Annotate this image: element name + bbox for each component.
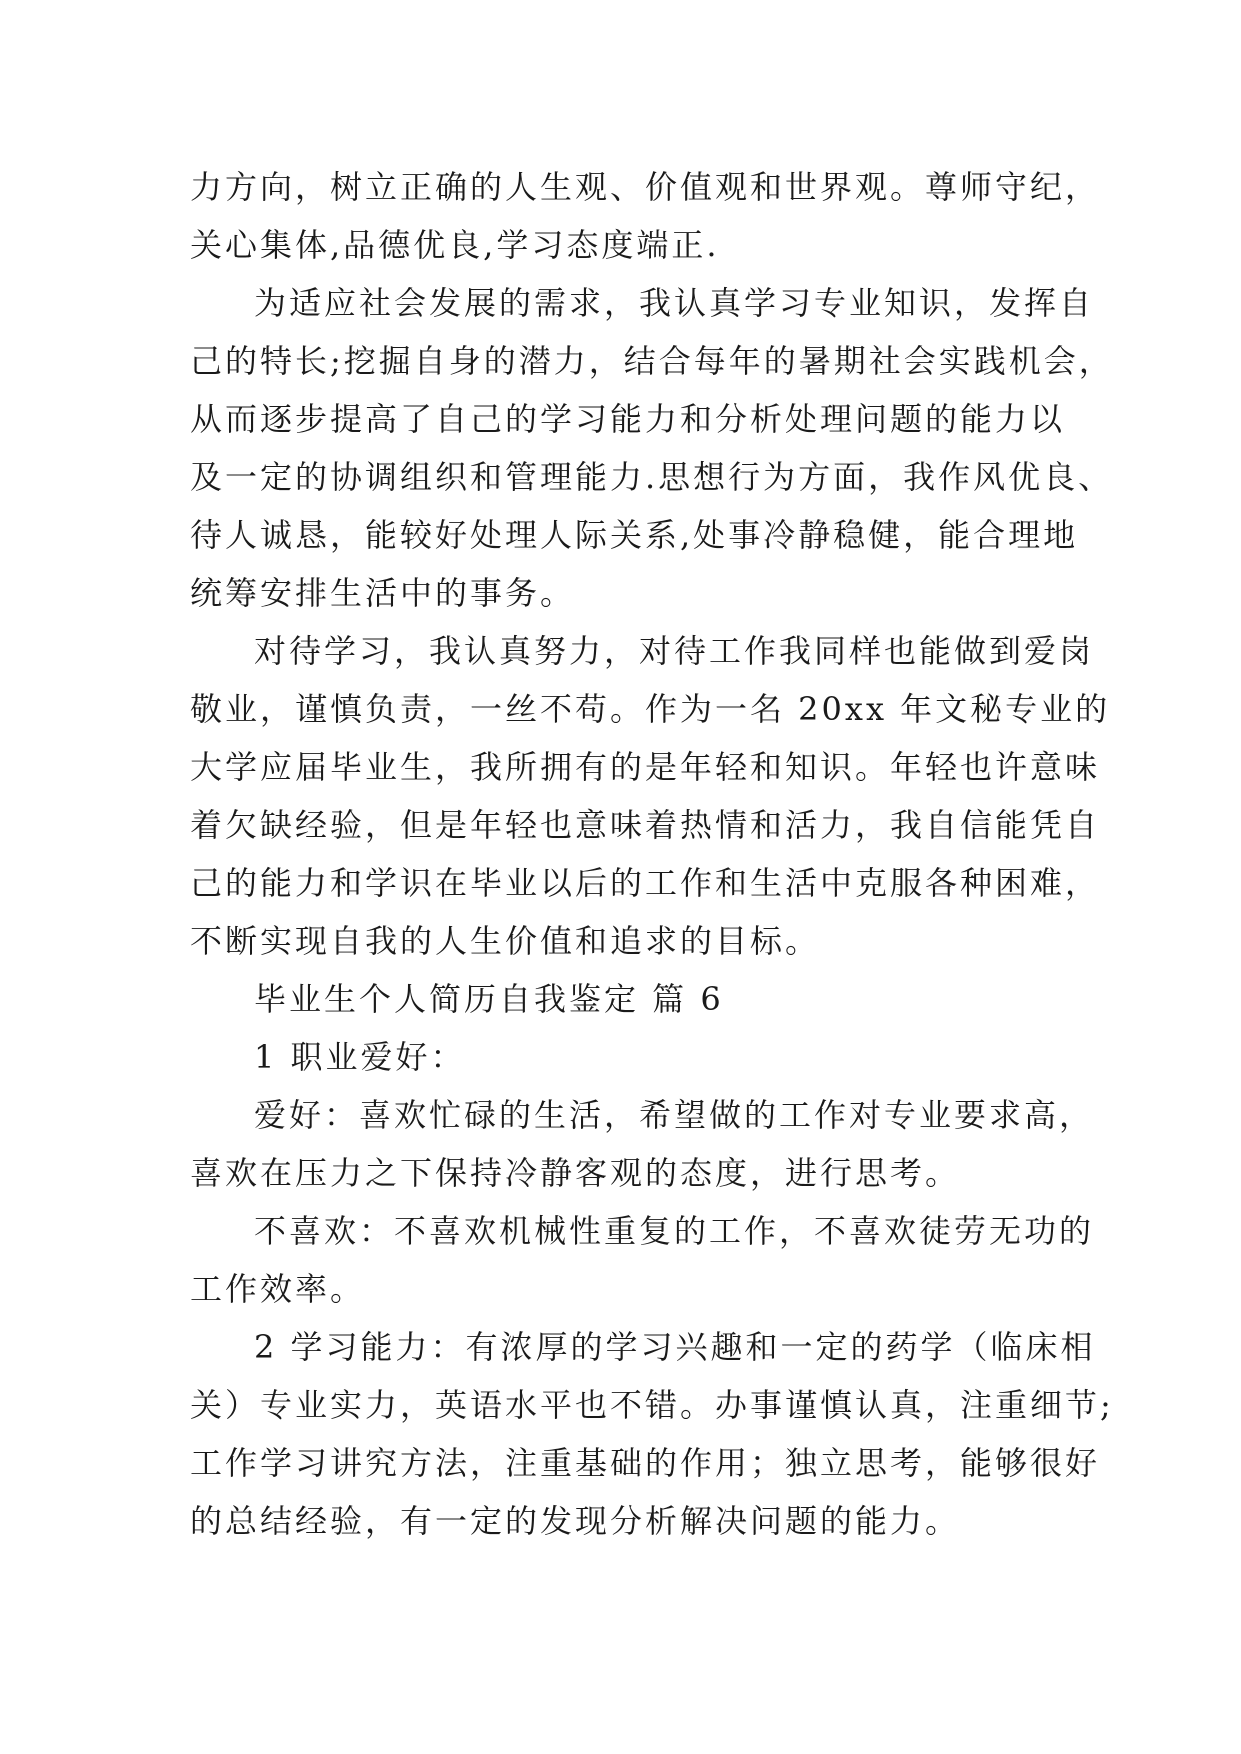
body-line: 力方向，树立正确的人生观、价值观和世界观。尊师守纪， xyxy=(190,168,1101,206)
body-line: 己的特长;挖掘自身的潜力，结合每年的暑期社会实践机会， xyxy=(190,342,1114,380)
body-line: 喜欢在压力之下保持冷静客观的态度，进行思考。 xyxy=(190,1154,961,1192)
section-heading: 毕业生个人简历自我鉴定 篇 6 xyxy=(254,980,724,1018)
body-line: 关心集体,品德优良,学习态度端正. xyxy=(190,226,720,264)
body-line: 2 学习能力：有浓厚的学习兴趣和一定的药学（临床相 xyxy=(254,1328,1096,1366)
body-line: 着欠缺经验，但是年轻也意味着热情和活力，我自信能凭自 xyxy=(190,806,1101,844)
subsection-heading: 1 职业爱好： xyxy=(254,1038,466,1076)
body-line: 关）专业实力，英语水平也不错。办事谨慎认真，注重细节; xyxy=(190,1386,1114,1424)
body-line: 待人诚恳，能较好处理人际关系,处事冷静稳健，能合理地 xyxy=(190,516,1079,554)
body-line: 敬业，谨慎负责，一丝不苟。作为一名 20xx 年文秘专业的 xyxy=(190,690,1111,728)
body-line: 及一定的协调组织和管理能力.思想行为方面，我作风优良、 xyxy=(190,458,1114,496)
body-line: 大学应届毕业生，我所拥有的是年轻和知识。年轻也许意味 xyxy=(190,748,1101,786)
body-line: 的总结经验，有一定的发现分析解决问题的能力。 xyxy=(190,1502,961,1540)
body-line: 不断实现自我的人生价值和追求的目标。 xyxy=(190,922,821,960)
body-line: 不喜欢：不喜欢机械性重复的工作，不喜欢徒劳无功的 xyxy=(254,1212,1095,1250)
body-line: 为适应社会发展的需求，我认真学习专业知识，发挥自 xyxy=(254,284,1095,322)
body-line: 对待学习，我认真努力，对待工作我同样也能做到爱岗 xyxy=(254,632,1095,670)
body-line: 统筹安排生活中的事务。 xyxy=(190,574,576,612)
body-line: 工作效率。 xyxy=(190,1270,366,1308)
body-line: 从而逐步提高了自己的学习能力和分析处理问题的能力以 xyxy=(190,400,1066,438)
body-line: 爱好：喜欢忙碌的生活，希望做的工作对专业要求高， xyxy=(254,1096,1095,1134)
document-body xyxy=(190,158,1114,1550)
body-line: 工作学习讲究方法，注重基础的作用；独立思考，能够很好 xyxy=(190,1444,1101,1482)
body-line: 己的能力和学识在毕业以后的工作和生活中克服各种困难， xyxy=(190,864,1101,902)
